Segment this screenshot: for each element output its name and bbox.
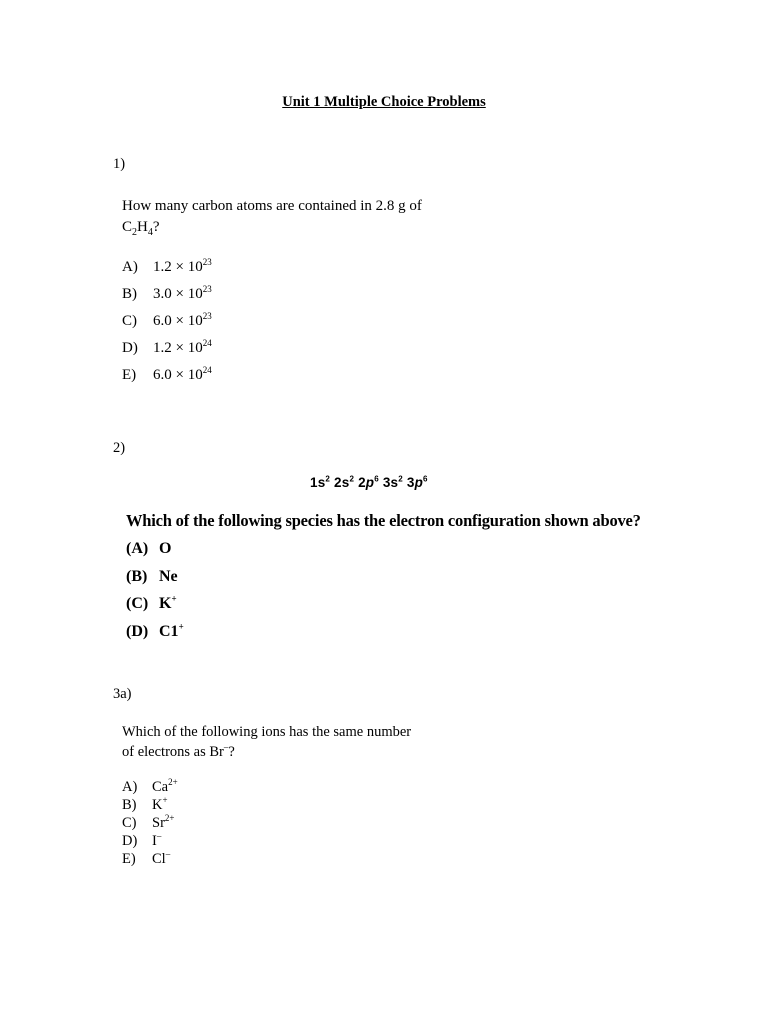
- question-2-options: [126, 535, 184, 645]
- question-3a-text-line1: Which of the following ions has the same number: [122, 724, 412, 740]
- answer-option[interactable]: (A) O: [126, 540, 172, 557]
- question-2-number: 2): [113, 440, 126, 456]
- answer-option[interactable]: B) K+: [122, 795, 168, 813]
- question-3a-number: 3a): [113, 686, 132, 702]
- question-3a-options: [122, 778, 178, 868]
- answer-option[interactable]: (B) Ne: [126, 567, 178, 585]
- answer-option[interactable]: A) $1.2 \times 10^{23}$: [122, 257, 212, 275]
- question-1-text-line1: How many carbon atoms are contained in 2.8 g of: [122, 198, 422, 214]
- question-1-formula: $C_2H_4$?: [122, 219, 160, 238]
- question-3a-text: [122, 722, 411, 762]
- answer-option[interactable]: D) $1.2 \times 10^{24}$: [122, 338, 212, 356]
- answer-option[interactable]: A) $Ca^{2+}$: [122, 777, 178, 795]
- question-1-text: [122, 196, 422, 238]
- answer-option[interactable]: E) Cl–: [122, 849, 171, 867]
- question-3a-text-line2: of electrons as Br–?: [122, 742, 235, 760]
- answer-option[interactable]: D) I–: [122, 831, 162, 849]
- page-title: Unit 1 Multiple Choice Problems: [282, 94, 486, 110]
- question-1-options: [122, 256, 212, 386]
- answer-option[interactable]: C) $6.0 \times 10^{23}$: [122, 311, 212, 329]
- answer-option[interactable]: E) $6.0 \times 10^{24}$: [122, 365, 212, 383]
- question-1-number: 1): [113, 156, 126, 172]
- answer-option[interactable]: (C) K+: [126, 593, 177, 612]
- electron-configuration: $1s^2$ $2s^2$ $2p^6$ $3s^2$ $3p^6$: [310, 474, 428, 490]
- answer-option[interactable]: (D) C1+: [126, 621, 184, 640]
- answer-option[interactable]: C) $Sr^{2+}$: [122, 813, 175, 831]
- answer-option[interactable]: B) $3.0 \times 10^{23}$: [122, 284, 212, 302]
- question-2-text: Which of the following species has the electron configuration shown above?: [126, 511, 641, 530]
